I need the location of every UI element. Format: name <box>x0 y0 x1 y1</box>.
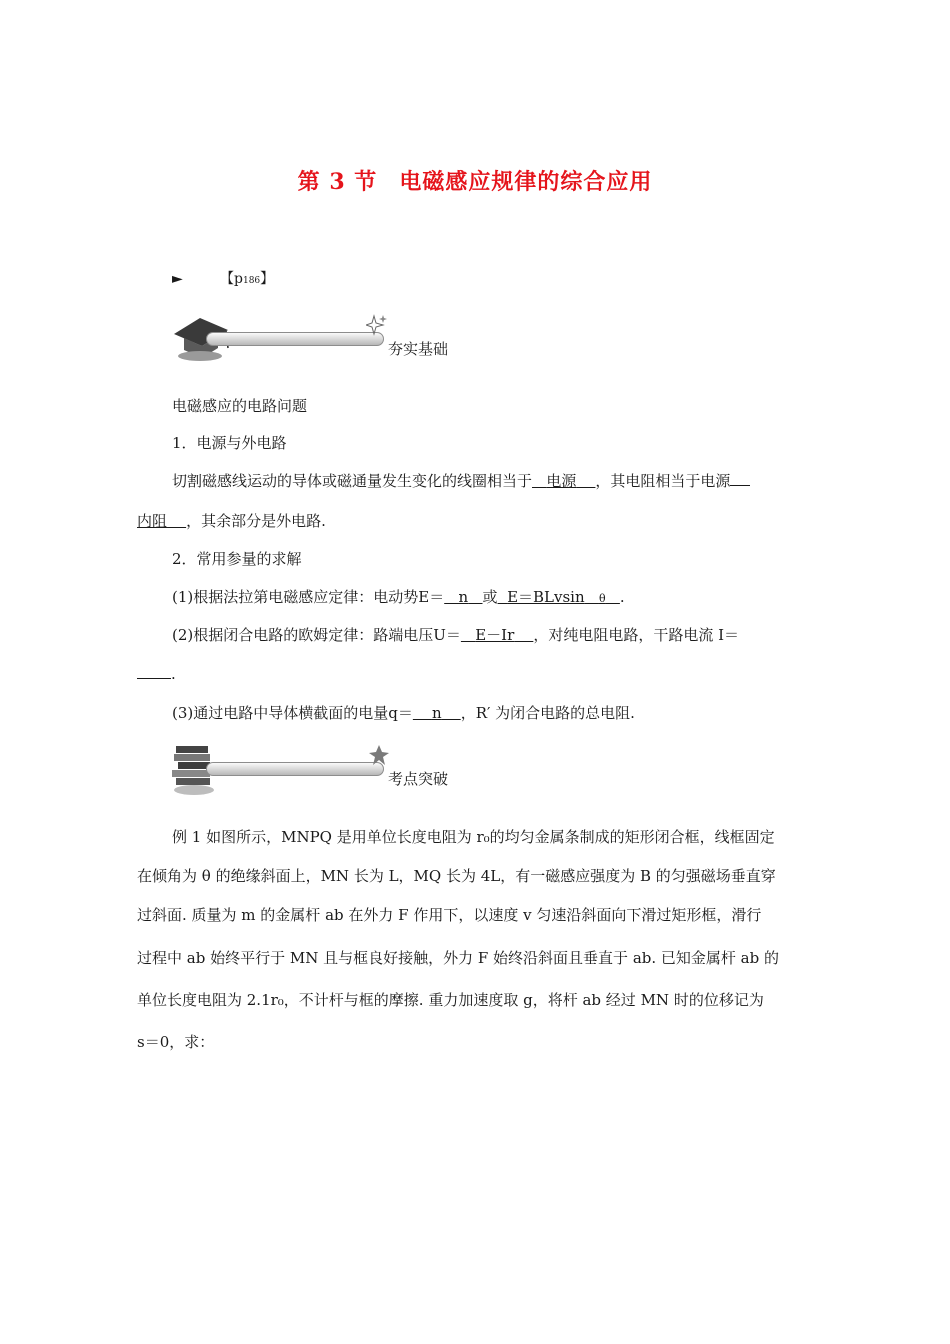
item-2-sub-2: (2)根据闭合电路的欧姆定律：路端电压U＝ E－Ir ，对纯电阻电路，干路电流 I＝ <box>172 626 740 644</box>
section-label: 考点突破 <box>388 770 449 788</box>
item-2-title: 2．常用参量的求解 <box>172 550 302 568</box>
item-2-sub-1: (1)根据法拉第电磁感应定律：电动势E＝ n 或 E＝BLvsin θ . <box>172 588 625 606</box>
page-title: 第 3 节 电磁感应规律的综合应用 <box>297 169 653 195</box>
item-1-title: 1．电源与外电路 <box>172 434 287 452</box>
example-line-1: 例 1 如图所示，MNPQ 是用单位长度电阻为 r₀的均匀金属条制成的矩形闭合框，线框固定 <box>172 828 775 846</box>
item-2-sub-2-cont: . <box>137 663 817 683</box>
section-banner-basics <box>170 312 449 372</box>
sparkle-icon <box>366 314 390 336</box>
leaf-icon <box>368 744 390 766</box>
example-line-4: 过程中 ab 始终平行于 MN 且与框良好接触，外力 F 始终沿斜面且垂直于 ab. 已知金属杆 ab 的 <box>137 949 779 967</box>
example-line-6: s＝0，求： <box>137 1033 215 1051</box>
arrow-icon: ► <box>172 271 183 287</box>
section-banner-key-points <box>170 742 449 802</box>
example-line-2: 在倾角为 θ 的绝缘斜面上，MN 长为 L，MQ 长为 4L，有一磁感应强度为 B 的匀强磁场垂直穿 <box>137 867 776 885</box>
example-line-3: 过斜面. 质量为 m 的金属杆 ab 在外力 F 作用下，以速度 v 匀速沿斜面向下滑过矩形框，滑行 <box>137 906 762 924</box>
section-label: 夯实基础 <box>388 340 449 358</box>
item-1-line-2: 内阻 ，其余部分是外电路. <box>137 512 326 530</box>
banner-bar <box>206 762 384 776</box>
example-line-5: 单位长度电阻为 2.1r₀，不计杆与框的摩擦. 重力加速度取 g，将杆 ab 经过 MN 时的位移记为 <box>137 991 764 1009</box>
banner-bar <box>206 332 384 346</box>
page-reference: ► 【p186】 <box>172 271 275 287</box>
item-1-line-1: 切割磁感线运动的导体或磁通量发生变化的线圈相当于 电源 ，其电阻相当于电源 <box>172 470 852 491</box>
item-2-sub-3: (3)通过电路中导体横截面的电量q＝ n ，R′ 为闭合电路的总电阻. <box>172 704 635 722</box>
section-heading: 电磁感应的电路问题 <box>172 397 308 415</box>
